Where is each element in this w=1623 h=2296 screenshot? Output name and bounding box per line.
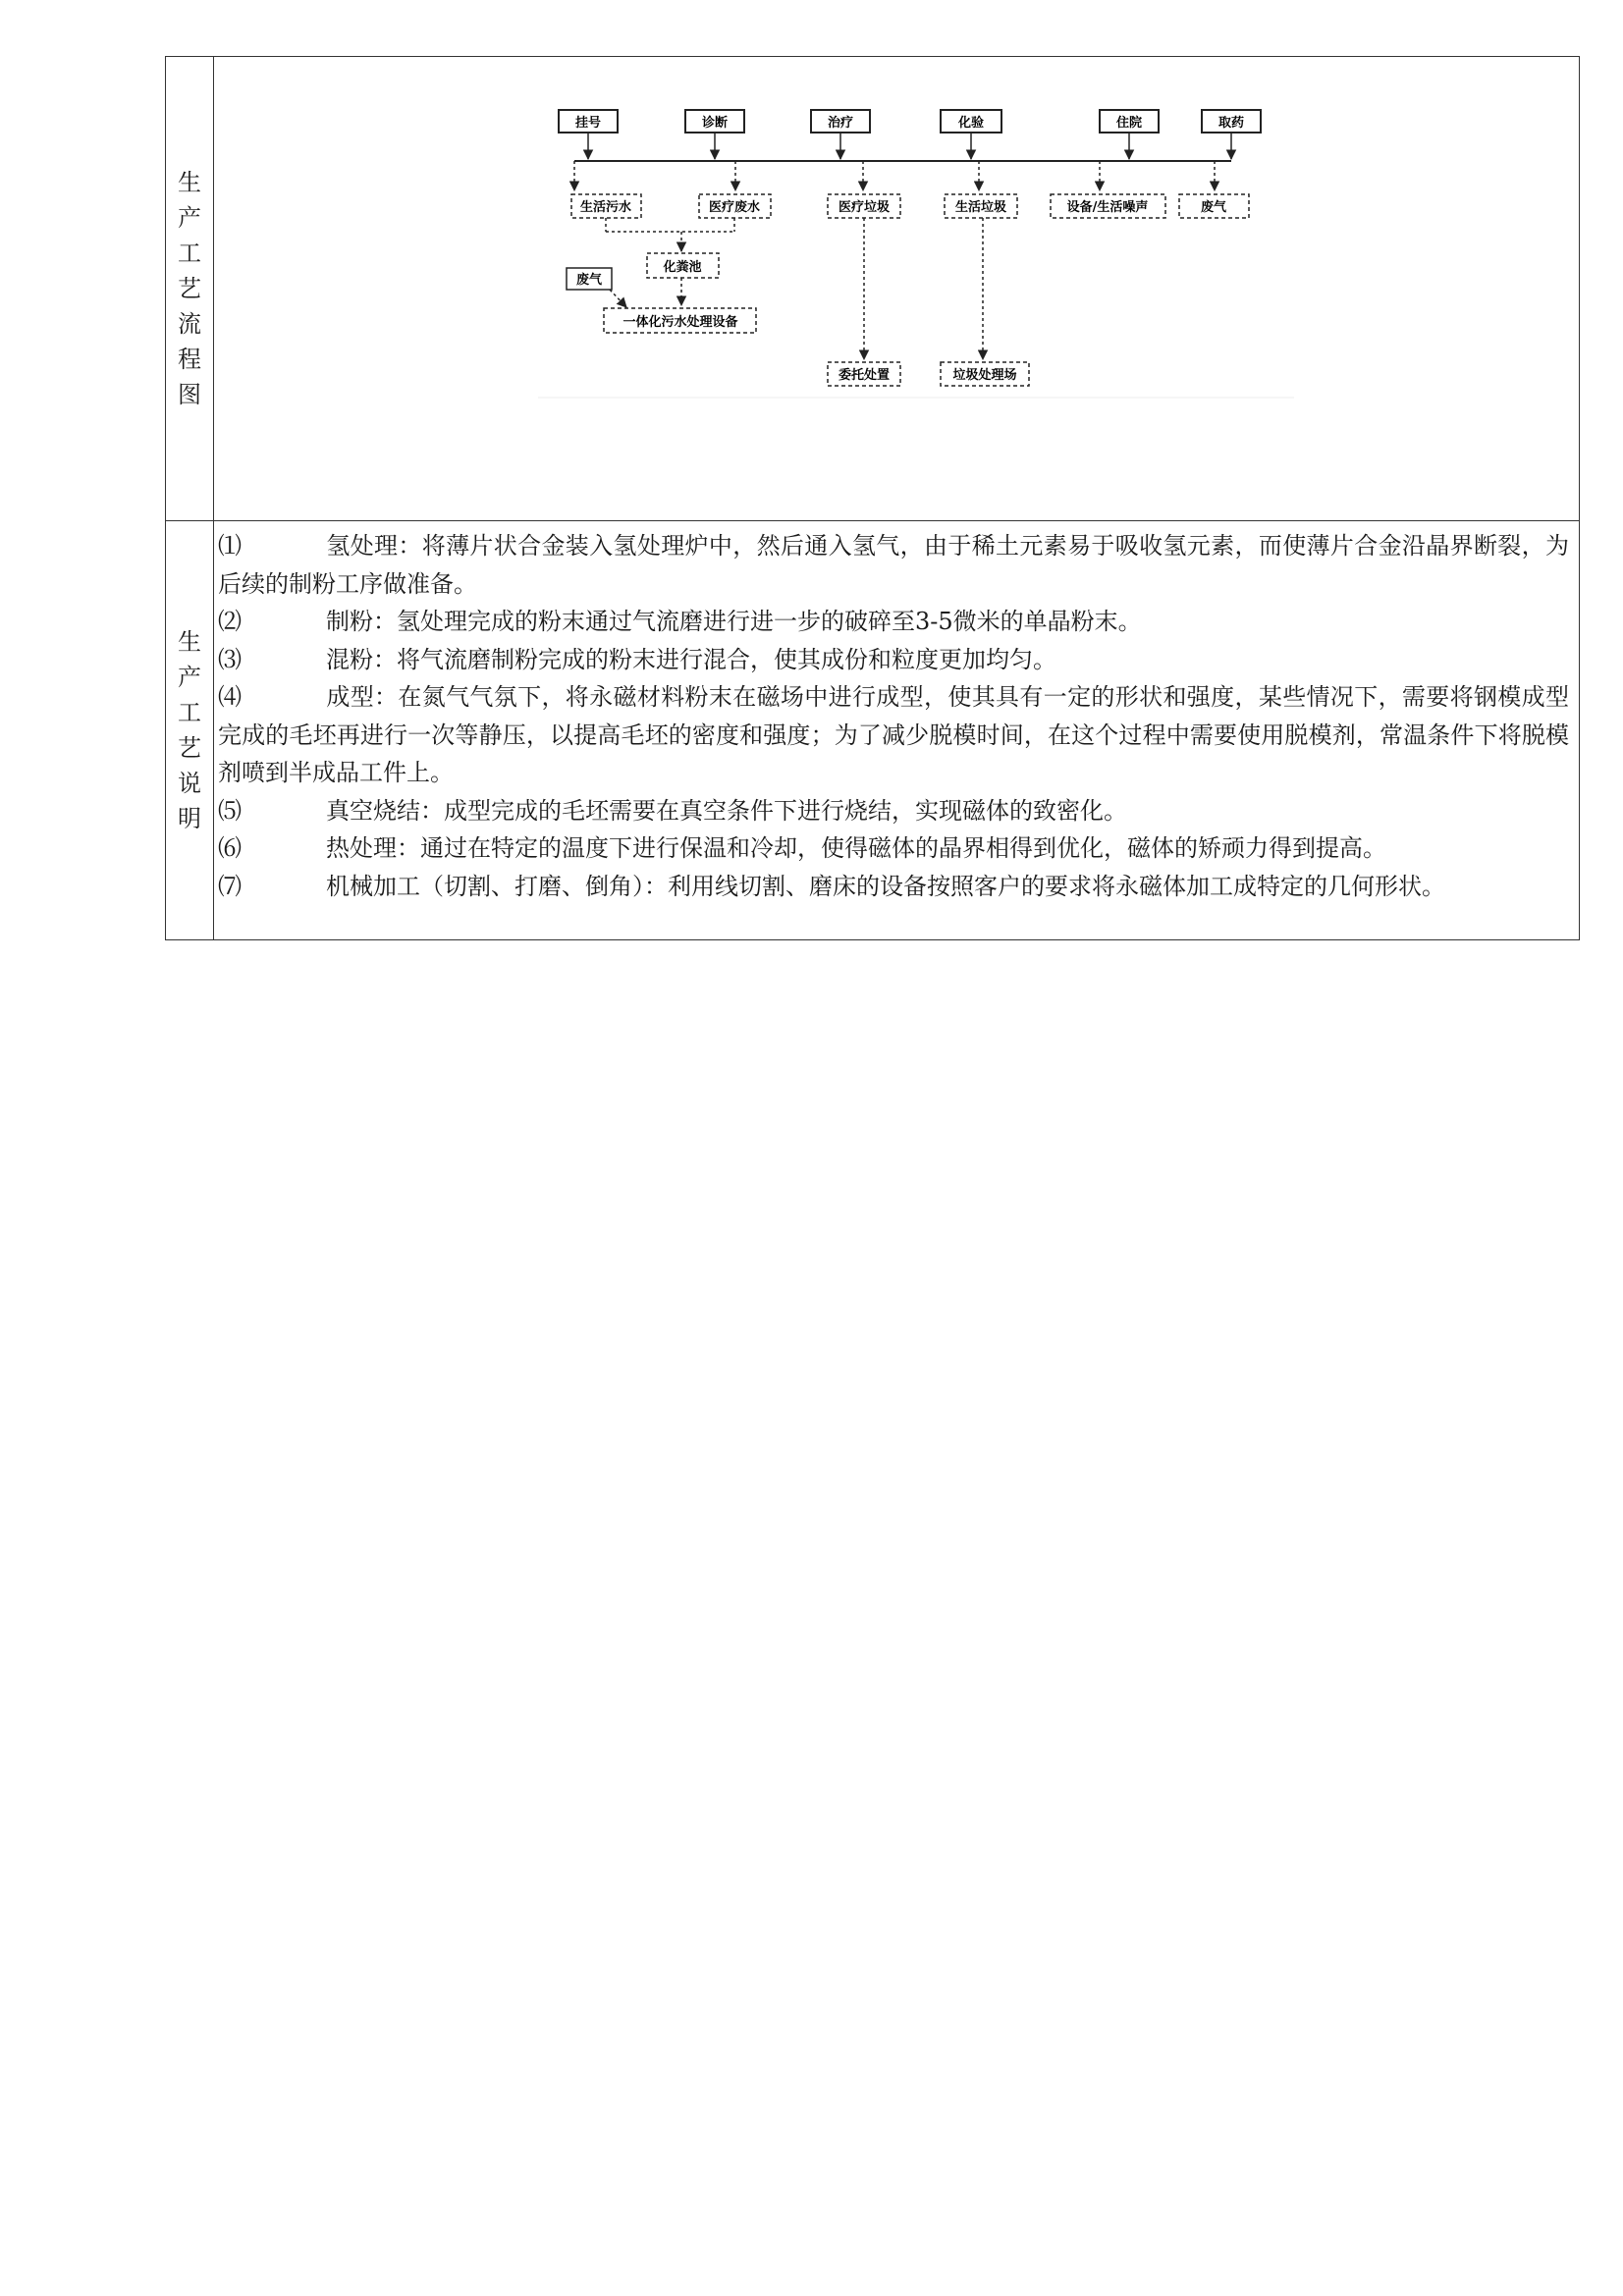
treatment-exhaust-label: 废气	[575, 273, 603, 288]
step-text: 氢处理：将薄片状合金装入氢处理炉中，然后通入氢气，由于稀土元素易于吸收氢元素，而使薄片合金沿晶界断裂，为后续的制粉工序做准备。	[218, 532, 1569, 598]
output-label-medical-wastewater: 医疗废水	[708, 200, 761, 215]
process-step	[218, 792, 1569, 830]
source-label-treatment: 治疗	[827, 116, 854, 131]
step-text: 真空烧结：成型完成的毛坯需要在真空条件下进行烧结，实现磁体的致密化。	[326, 796, 1127, 825]
treatment-unit-label: 一体化污水处理设备	[622, 315, 738, 330]
output-label-domestic-garbage: 生活垃圾	[954, 200, 1007, 215]
step-number: ⑶	[218, 645, 242, 673]
output-label-domestic-sewage: 生活污水	[579, 200, 632, 215]
step-number: ⑵	[218, 608, 242, 635]
step-text: 混粉：将气流磨制粉完成的粉末进行混合，使其成份和粒度更加均匀。	[326, 645, 1056, 673]
source-label-registration: 挂号	[574, 116, 602, 131]
description-cell	[214, 521, 1580, 940]
flowchart-row	[166, 57, 1580, 521]
output-label-noise: 设备/生活噪声	[1066, 200, 1149, 215]
step-text: 热处理：通过在特定的温度下进行保温和冷却，使得磁体的晶界相得到优化，磁体的矫顽力得到提高。	[326, 834, 1386, 862]
connector-line	[610, 290, 626, 307]
step-number: ⑸	[218, 796, 242, 825]
step-text: 机械加工（切割、打磨、倒角）：利用线切割、磨床的设备按照客户的要求将永磁体加工成特定的几何形状。	[326, 872, 1445, 900]
process-step	[218, 829, 1569, 868]
garbage-plant-label: 垃圾处理场	[952, 368, 1017, 383]
septic-tank-label: 化粪池	[663, 260, 702, 275]
source-label-lab-test: 化验	[957, 116, 985, 131]
row-label-cell	[166, 57, 214, 521]
step-text: 成型：在氮气气氛下，将永磁材料粉末在磁场中进行成型，使其具有一定的形状和强度，某些情况下，需要将钢模成型完成的毛坯再进行一次等静压，以提高毛坯的密度和强度；为了减少脱模时间，在这个过程中需要使用脱模剂，常温条件下将脱模剂喷到半成品工件上。	[218, 683, 1569, 786]
output-label-exhaust: 废气	[1200, 200, 1227, 215]
step-number: ⑷	[218, 683, 242, 711]
row-label-cell	[166, 521, 214, 940]
source-label-hospitalization: 住院	[1115, 116, 1143, 131]
process-step	[218, 603, 1569, 641]
step-number: ⑹	[218, 834, 242, 862]
process-step	[218, 868, 1569, 906]
process-step	[218, 527, 1569, 603]
process-step	[218, 678, 1569, 792]
row-label-process-description: 生产工艺说明	[178, 628, 201, 832]
output-label-medical-waste: 医疗垃圾	[838, 200, 891, 215]
process-step	[218, 641, 1569, 679]
flowchart-cell	[214, 57, 1580, 521]
description-row	[166, 521, 1580, 940]
row-label-process-flow: 生产工艺流程图	[178, 169, 201, 408]
entrusted-disposal-label: 委托处置	[838, 368, 891, 383]
step-number: ⑺	[218, 872, 242, 900]
source-label-medicine-pickup: 取药	[1217, 116, 1245, 131]
document-table	[165, 56, 1580, 940]
step-number: ⑴	[218, 532, 242, 560]
process-flowchart	[214, 57, 1579, 520]
source-label-diagnosis: 诊断	[701, 116, 729, 131]
step-text: 制粉：氢处理完成的粉末通过气流磨进行进一步的破碎至3-5微米的单晶粉末。	[326, 608, 1142, 635]
